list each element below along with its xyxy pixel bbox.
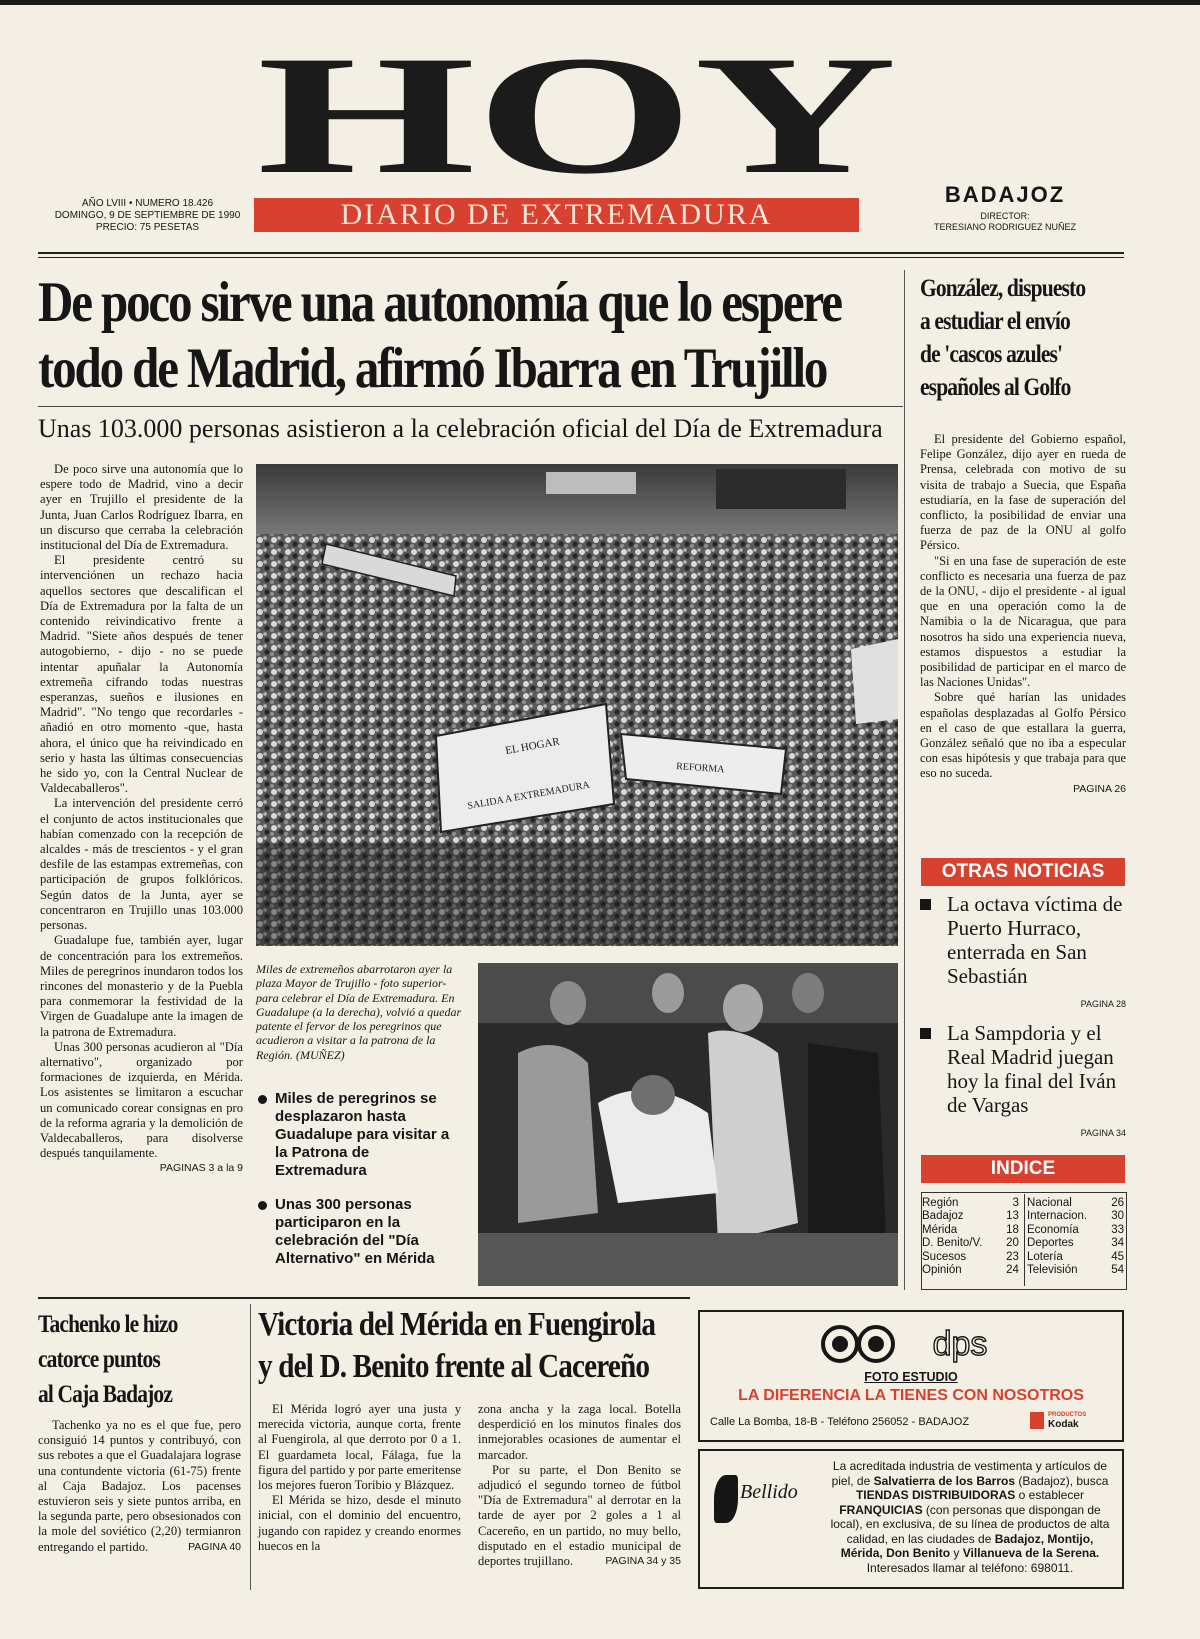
indice-section-page: 33	[1111, 1223, 1124, 1236]
indice-gap	[1019, 1251, 1027, 1264]
dps-brand: dps	[932, 1325, 988, 1363]
basket-headline-line: al Caja Badajoz	[38, 1381, 173, 1408]
indice-section-name: Deportes	[1027, 1237, 1074, 1250]
director-name: TERESIANO RODRIGUEZ NUÑEZ	[933, 222, 1076, 232]
banner-text-1: EL HOGAR	[504, 735, 561, 757]
ad-bellido[interactable]	[698, 1449, 1124, 1589]
indice-row	[922, 1197, 1124, 1210]
bellido-text-part: (con personas que dispongan de local), en exclusiva, de su línea de productos de alta calidad, en las ciudades de	[830, 1502, 1110, 1546]
indice-section-name: Televisión	[1027, 1264, 1078, 1277]
football-paragraph: Por su parte, el Don Benito se adjudicó el segundo torneo de fútbol "Día de Extremadura" al derrotar en la tarde de ayer por 2 goles a 1 al Cacereño, en un partido, no muy bello, disputado en el estadio municipal de deportes trujillano.	[478, 1462, 681, 1569]
indice-section-name: Nacional	[1027, 1197, 1072, 1209]
bottom-rule	[38, 1297, 690, 1299]
indice-section-page: 3	[1012, 1197, 1019, 1209]
other-news-item[interactable]	[920, 892, 1126, 1016]
indice-section-name: D. Benito/V.	[922, 1237, 983, 1250]
indice-section-name: Sucesos	[922, 1250, 967, 1263]
bullet-square-icon	[920, 1028, 931, 1039]
indice-gap	[1019, 1197, 1027, 1210]
other-news-page: PAGINA 34	[1080, 1128, 1126, 1138]
guadalupe-pilgrims-photo	[478, 963, 898, 1286]
lead-paragraph: Guadalupe fue, también ayer, lugar de concentración para los extremeños. Miles de peregrinos inundaron todos los rincones del monasterio y de la Puebla para conmemorar la festividad de la Virgen de Guadalupe ante la imagen de la patrona de Extremadura.	[40, 933, 243, 1039]
indice-section-name: Internacion.	[1027, 1210, 1088, 1223]
bullet-item	[256, 1090, 461, 1180]
bellido-logo-text: Bellido	[740, 1481, 798, 1503]
indice-section-name: Economía	[1027, 1223, 1079, 1236]
football-paragraph: zona ancha y la zaga local. Botella desperdició en los minutos finales dos inmejorables ocasiones de aumentar el marcador.	[478, 1402, 681, 1462]
bellido-text-part: (Badajoz), busca	[1015, 1473, 1109, 1488]
basket-page-ref: PAGINA 40	[188, 1540, 241, 1553]
bullet-square-icon	[920, 899, 931, 910]
lead-body	[40, 462, 243, 1290]
indice-row	[922, 1210, 1124, 1223]
right-headline-line: españoles al Golfo	[920, 374, 1071, 401]
indice-section-name: Lotería	[1027, 1250, 1063, 1263]
football-paragraph: El Mérida se hizo, desde el minuto inicial, con el dominio del encuentro, jugando con rapidez y creando enormes huecos en la	[258, 1493, 461, 1553]
right-headline-line: a estudiar el envío	[920, 308, 1070, 335]
bullet-icon	[258, 1095, 267, 1104]
issue-number: AÑO LVIII • NUMERO 18.426	[81, 198, 214, 209]
indice-section-page: 26	[1111, 1197, 1124, 1209]
lead-page-ref: PAGINAS 3 a la 9	[159, 1162, 243, 1175]
indice-section-name: Opinión	[922, 1264, 962, 1277]
lead-paragraph: De poco sirve una autonomía que lo espere todo de Madrid, vino a decir ayer en Trujillo el presidente de la Junta, Juan Carlos Rodríguez Ibarra, en un discurso que cerraba la celebración institucional del Día de Extremadura.	[40, 462, 243, 553]
indice-section-page: 45	[1111, 1250, 1124, 1263]
kodak-label-small: PRODUCTOS	[1048, 1412, 1087, 1418]
basket-headline	[38, 1307, 214, 1412]
lead-headline-line-2: todo de Madrid, afirmó Ibarra en Trujillo	[38, 337, 827, 400]
right-body	[920, 432, 1126, 797]
banner-text-2: REFORMA	[675, 761, 725, 776]
basket-body	[38, 1418, 241, 1555]
bottom-divider	[250, 1304, 251, 1590]
bellido-cities: Badajoz, Montijo, Mérida, Don Benito	[840, 1531, 1094, 1560]
indice-header: INDICE	[921, 1155, 1125, 1183]
lead-deck: Unas 103.000 personas asistieron a la celebración oficial del Día de Extremadura	[38, 414, 883, 443]
bullet-text: Unas 300 personas participaron en la celebración del "Día Alternativo" en Mérida	[275, 1196, 435, 1267]
indice-row	[922, 1251, 1124, 1264]
column-divider	[904, 270, 905, 1290]
bellido-text-part: La acreditada industria de vestimenta y artículos de piel, de	[831, 1459, 1108, 1488]
right-page-ref: PAGINA 26	[1073, 782, 1126, 795]
kodak-label: Kodak	[1048, 1419, 1079, 1430]
masthead-rule-bottom	[38, 257, 1124, 258]
bullet-text: Miles de peregrinos se desplazaron hasta Guadalupe para visitar a la Patrona de Extremadura	[275, 1090, 450, 1179]
right-paragraph: El presidente del Gobierno español, Felipe González, dijo ayer en rueda de Prensa, celebrada con motivo de su visita de trabajo a Suecia, que España estudiaría, en la fase de superación del conflicto, la posibilidad de enviar una fuerza de paz de la ONU al golfo Pérsico.	[920, 432, 1126, 553]
right-headline-line: de 'cascos azules'	[920, 341, 1063, 368]
football-headline	[258, 1304, 656, 1388]
banner-text-3: SALIDA A EXTREMADURA	[466, 779, 591, 812]
right-headline-line: González, dispuesto	[920, 275, 1086, 302]
indice-table	[922, 1197, 1124, 1277]
foto-estudio-title: FOTO ESTUDIO	[864, 1370, 958, 1384]
bullet-icon	[258, 1201, 267, 1210]
kodak-icon	[1030, 1412, 1044, 1429]
indice-section-page: 54	[1111, 1264, 1124, 1277]
indice-row	[922, 1224, 1124, 1237]
ad-foto-estudio[interactable]	[698, 1310, 1124, 1442]
bellido-cities: Villanueva de la Serena.	[962, 1546, 1100, 1560]
lead-paragraph: La intervención del presidente cerró el conjunto de actos institucionales que habían comenzado con la recepción de alcaldes - más de trescientos - y el gran desfile de las estampas extremeñas, con participación de grupos folklóricos. Según datos de la Junta, ayer se concentraron en Trujillo unas 103.000 personas.	[40, 796, 243, 933]
top-border	[0, 0, 1200, 5]
indice-section-name: Región	[922, 1197, 959, 1209]
football-col-2	[478, 1402, 681, 1569]
lead-headline-line-1: De poco sirve una autonomía que lo espere	[38, 271, 841, 334]
indice-gap	[1019, 1210, 1027, 1223]
edition-city: BADAJOZ	[944, 182, 1066, 207]
indice-section-page: 18	[1006, 1223, 1019, 1236]
right-paragraph: Sobre qué harían las unidades españolas desplazadas al Golfo Pérsico en el caso de que estallara la guerra, González señaló que no iba a especular con esas hipótesis y que trabaja para que eso no suceda.	[920, 690, 1126, 781]
lead-paragraph: El presidente centró su intervenciónen un rechazo hacia aquellos sectores que descalifican el Día de Extremadura por la falta de un contenido reivindicativo frente a Madrid. "Siete años después de tener autogobierno, - dijo - no se puede intentar apuñalar la Autonomía extremeña cifrando todas nuestras esperanzas, sueños e ilusiones en Madrid". "No tengo que recordarles - añadió en otro momento -que, hasta ahora, el único que ha reivindicado en serio y hasta las últimas consecuencias he sido yo, con la Central Nuclear de Valdecaballeros".	[40, 553, 243, 796]
indice-row	[922, 1264, 1124, 1277]
foto-estudio-slogan: LA DIFERENCIA LA TIENES CON NOSOTROS	[738, 1387, 1084, 1404]
other-news-text: La octava víctima de Puerto Hurraco, enterrada en San Sebastián	[947, 892, 1123, 988]
director-label: DIRECTOR:	[980, 211, 1030, 221]
foto-estudio-logo-icon	[810, 1320, 1010, 1370]
bullet-item	[256, 1196, 461, 1268]
masthead-logo	[253, 50, 901, 180]
trujillo-crowd-photo	[256, 464, 898, 946]
indice-section-page: 20	[1006, 1237, 1019, 1250]
bellido-highlight: TIENDAS DISTRIBUIDORAS	[855, 1488, 1016, 1502]
masthead-rule-top	[38, 252, 1124, 254]
football-col-1	[258, 1402, 461, 1554]
indice-gap	[1019, 1264, 1027, 1277]
svg-text:HOY: HOY	[257, 50, 897, 180]
indice-section-page: 24	[1006, 1264, 1019, 1277]
indice-section-page: 23	[1006, 1250, 1019, 1263]
bellido-contact: Interesados llamar al teléfono: 698011.	[866, 1560, 1074, 1575]
indice-section-name: Badajoz	[922, 1210, 964, 1223]
bellido-text-part: y	[950, 1546, 963, 1560]
photo-caption: Miles de extremeños abarrotaron ayer la plaza Mayor de Trujillo - foto superior- para celebrar el Día de Extremadura. En Guadalupe (a la derecha), volvió a quedar patente el fervor de los peregrinos que acudieron a visitar a la patrona de la Región. (MUÑEZ)	[256, 962, 462, 1062]
issue-info	[40, 198, 255, 234]
football-paragraph: El Mérida logró ayer una justa y merecida victoria, aunque corta, frente al Fuengirola, al que derroto por 0 a 1. El guardameta local, Fálaga, fue la figura del partido y por parte emeritense los mejores fueron Toribio y Blázquez.	[258, 1402, 461, 1493]
other-news-page: PAGINA 28	[1080, 999, 1126, 1009]
bellido-logo-icon	[714, 1475, 738, 1523]
bellido-text-part: o establecer	[1015, 1488, 1085, 1502]
lead-bullets	[256, 1090, 461, 1284]
right-headline	[920, 272, 1097, 404]
bellido-town: Salvatierra de los Barros	[873, 1473, 1016, 1488]
other-news-item[interactable]	[920, 1021, 1126, 1145]
football-headline-line: Victoria del Mérida en Fuengirola	[258, 1306, 656, 1343]
basket-headline-line: Tachenko le hizo	[38, 1311, 178, 1338]
issue-date: DOMINGO, 9 DE SEPTIEMBRE DE 1990	[54, 210, 241, 221]
issue-price: PRECIO: 75 PESETAS	[95, 222, 200, 233]
foto-estudio-address: Calle La Bomba, 18-B - Teléfono 256052 - BADAJOZ	[710, 1416, 970, 1428]
football-headline-line: y del D. Benito frente al Cacereño	[258, 1348, 650, 1385]
other-news-text: La Sampdoria y el Real Madrid juegan hoy la final del Iván de Vargas	[947, 1021, 1117, 1117]
indice-gap	[1019, 1237, 1027, 1250]
lead-paragraph: Unas 300 personas acudieron al "Día alternativo", organizado por formaciones de izquierda, en Mérida. Los asistentes se limitaron a escuchar un comunicado corear consignas en pro de la reforma agraria y la demolición de Valdecaballeros, para disolverse después tanquilamente.	[40, 1039, 243, 1161]
lead-rule	[38, 406, 903, 407]
indice-gap	[1019, 1224, 1027, 1237]
director-info	[910, 211, 1100, 233]
masthead-subtitle: DIARIO DE EXTREMADURA	[254, 198, 859, 232]
lead-headline	[38, 270, 841, 402]
indice-section-page: 30	[1111, 1210, 1124, 1223]
indice-section-page: 13	[1006, 1210, 1019, 1223]
indice-section-page: 34	[1111, 1237, 1124, 1250]
bellido-text	[828, 1459, 1112, 1575]
football-page-ref: PAGINA 34 y 35	[605, 1555, 681, 1568]
right-paragraph: "Si en una fase de superación de este conflicto es necesaria una fuerza de paz de la ONU, - dijo el presidente - al igual que en una operación como la de Namibia o la de Nicaragua, que para nosotros ha sido una experiencia nueva, estamos dispuestos a estudiar la posibilidad de participar en el marco de las Naciones Unidas".	[920, 553, 1126, 690]
bellido-highlight: FRANQUICIAS	[839, 1502, 923, 1517]
basket-headline-line: catorce puntos	[38, 1346, 160, 1373]
basket-paragraph: Tachenko ya no es el que fue, pero consiguió 14 puntos y contribuyó, con sus rebotes a que el Guadalajara lograse una contundente victoria (61-75) frente al Caja Badajoz. Los pacenses estuvieron seis y siete puntos arriba, en la segunda parte, pero obsesionados con la mole del soviético (2,20) termianron entregando el partido.	[38, 1418, 241, 1554]
indice-row	[922, 1237, 1124, 1250]
indice-section-name: Mérida	[922, 1223, 958, 1236]
otras-noticias-header: OTRAS NOTICIAS	[921, 858, 1125, 886]
